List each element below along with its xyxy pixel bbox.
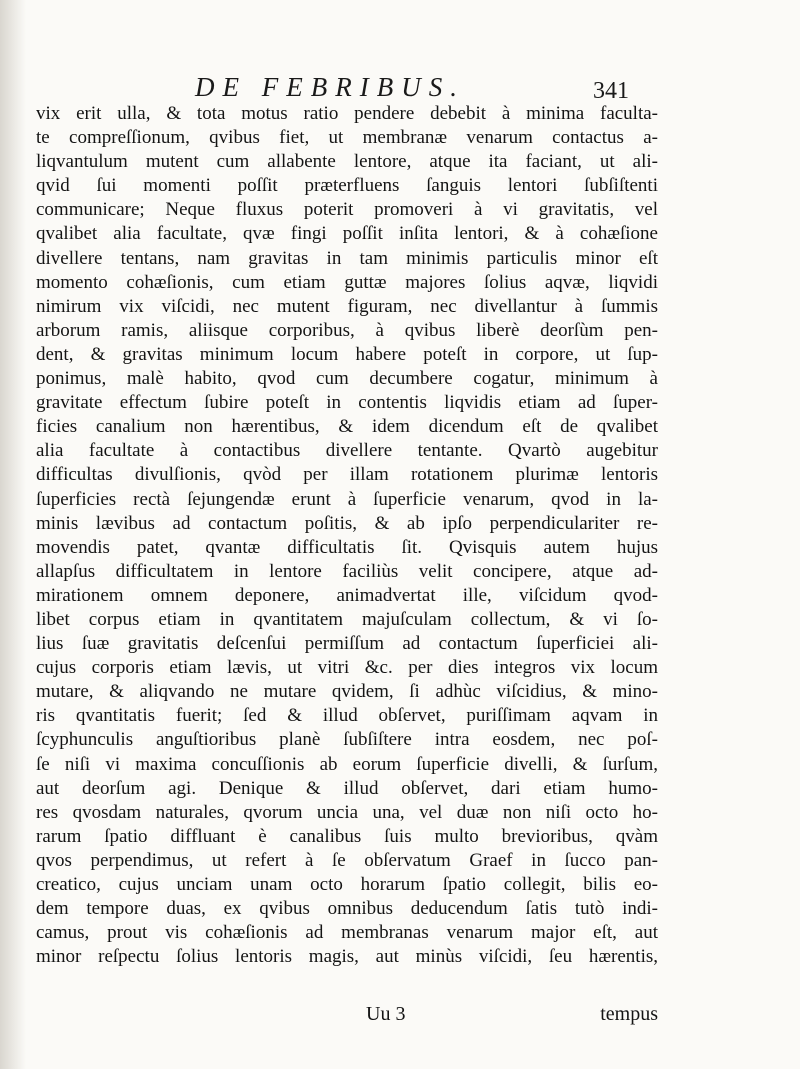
signature-mark: Uu 3 <box>366 1003 406 1025</box>
text-line: arborum ramis, aliisque corporibus, à qvibus liberè deorſùm pen- <box>36 319 658 341</box>
text-line: alia facultate à contactibus divellere tentante. Qvartò augebitur <box>36 440 658 462</box>
text-line: qvalibet alia facultate, qvæ fingi poſſit inſita lentori, & à cohæſione <box>36 223 658 245</box>
text-line: ris qvantitatis fuerit; ſed & illud obſervet, puriſſimam aqvam in <box>36 705 658 727</box>
text-line: te compreſſionum, qvibus fiet, ut membranæ venarum contactus a- <box>36 127 658 149</box>
text-line: creatico, cujus unciam unam octo horarum ſpatio collegit, bilis eo- <box>36 874 658 895</box>
page-footer <box>36 1003 658 1027</box>
text-line: vix erit ulla, & tota motus ratio pendere debebit à minima faculta- <box>36 103 658 124</box>
text-line: cujus corporis etiam lævis, ut vitri &c. per dies integros vix locum <box>36 657 658 679</box>
text-line: mirationem omnem deponere, animadvertat ille, viſcidum qvod- <box>36 584 658 606</box>
text-line: gravitate effectum ſubire poteſt in contentis liqvidis etiam ad ſuper- <box>36 392 658 414</box>
text-line: nimirum vix viſcidi, nec mutent figuram, nec divellantur à ſummis <box>36 295 658 317</box>
text-line: movendis patet, qvantæ difficultatis ſit. Qvisquis autem hujus <box>36 536 658 558</box>
text-line: lius ſuæ gravitatis deſcenſui permiſſum ad contactum ſuperficiei ali- <box>36 633 658 655</box>
text-line: ſe niſi vi maxima concuſſionis ab eorum ſuperficie divelli, & ſurſum, <box>36 753 658 775</box>
text-line: mutare, & aliqvando ne mutare qvidem, ſi adhùc viſcidius, & mino- <box>36 681 658 703</box>
text-line: rarum ſpatio diffluant è canalibus ſuis multo brevioribus, qvàm <box>36 825 658 847</box>
text-line: qvos perpendimus, ut refert à ſe obſervatum Graef in ſucco pan- <box>36 849 658 871</box>
text-line: minis lævibus ad contactum poſitis, & ab ipſo perpendiculariter re- <box>36 512 658 534</box>
text-line: communicare; Neque fluxus poterit promoveri à vi gravitatis, vel <box>36 199 658 221</box>
text-line: ſcyphunculis anguſtioribus planè ſubſiſtere intra eosdem, nec poſ- <box>36 729 658 751</box>
catchword: tempus <box>600 1003 658 1025</box>
body-text <box>36 102 658 969</box>
page-number: 341 <box>593 78 629 104</box>
text-line: aut deorſum agi. Denique & illud obſervet, dari etiam humo- <box>36 777 658 799</box>
text-line: difficultas divulſionis, qvòd per illam rotationem plurimæ lentoris <box>36 464 658 486</box>
text-line: qvid ſui momenti poſſit præterfluens ſanguis lentori ſubſiſtenti <box>36 175 658 197</box>
text-line: res qvosdam naturales, qvorum uncia una, vel duæ non niſi octo ho- <box>36 801 658 823</box>
text-line: ficies canalium non hærentibus, & idem dicendum eſt de qvalibet <box>36 416 658 438</box>
text-line: momento cohæſionis, cum etiam guttæ majores ſolius aqvæ, liqvidi <box>36 271 658 293</box>
text-line: liqvantulum mutent cum allabente lentore, atque ita faciant, ut ali- <box>36 151 658 173</box>
text-line: ponimus, malè habito, qvod cum decumbere cogatur, minimum à <box>36 368 658 390</box>
text-line: libet corpus etiam in qvantitatem majuſculam collectum, & vi ſo- <box>36 608 658 630</box>
text-line: camus, prout vis cohæſionis ad membranas venarum major eſt, aut <box>36 922 658 944</box>
page-gutter-shadow <box>0 0 26 1069</box>
text-line: allapſus difficultatem in lentore faciliùs velit concipere, atque ad- <box>36 560 658 582</box>
text-line: ſuperficies rectà ſejungendæ erunt à ſuperficie venarum, qvod in la- <box>36 488 658 510</box>
text-line: dem tempore duas, ex qvibus omnibus deducendum ſatis tutò indi- <box>36 898 658 920</box>
text-line: divellere tentans, nam gravitas in tam minimis particulis minor eſt <box>36 247 658 269</box>
running-title: DE FEBRIBUS. <box>195 72 465 102</box>
text-line: dent, & gravitas minimum locum habere poteſt in corpore, ut ſup- <box>36 343 658 365</box>
text-line: minor reſpectu ſolius lentoris magis, aut minùs viſcidi, ſeu hærentis, <box>36 946 658 968</box>
